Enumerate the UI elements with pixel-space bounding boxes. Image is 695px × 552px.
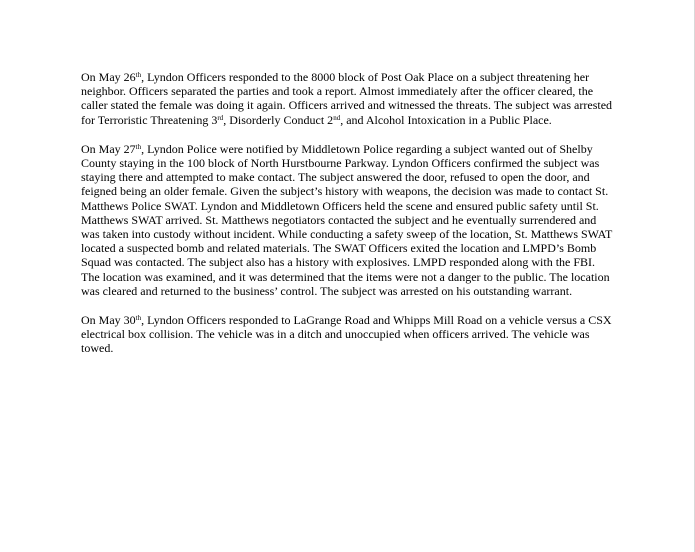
paragraph-may-30 xyxy=(81,313,616,356)
paragraph-date: On May 27 xyxy=(81,141,136,156)
paragraph-may-27 xyxy=(81,142,616,298)
document-body xyxy=(81,70,616,371)
paragraph-text: , Lyndon Police were notified by Middletown Police regarding a subject wanted out of Shelby County staying in the 100 block of North Hurstbourne Parkway. Lyndon Officers confirmed the subject was staying there and attempted to make contact. The subject answered the door, refused to open the door, and feigned being an older female. Given the subject’s history with weapons, the decision was made to contact St. Matthews Police SWAT. Lyndon and Middletown Officers held the scene and ensured public safety until St. Matthews SWAT arrived. St. Matthews negotiators contacted the subject and he eventually surrendered and was taken into custody without incident. While conducting a safety sweep of the location, St. Matthews SWAT located a suspected bomb and related materials. The SWAT Officers exited the location and LMPD’s Bomb Squad was contacted. The subject also has a history with explosives. LMPD responded along with the FBI. The location was examined, and it was determined that the items were not a danger to the public. The location was cleared and returned to the business’ control. The subject was arrested on his outstanding warrant. xyxy=(81,141,613,298)
paragraph-may-26 xyxy=(81,70,616,127)
paragraph-date: On May 26 xyxy=(81,70,136,84)
paragraph-text: , Disorderly Conduct 2 xyxy=(223,112,334,127)
ordinal-suffix: th xyxy=(135,142,142,151)
paragraph-text: , Lyndon Officers responded to LaGrange Road and Whipps Mill Road on a vehicle versus a CSX electrical box collision. The vehicle was in a ditch and unoccupied when officers arrived. The vehicle was towed. xyxy=(81,313,612,356)
ordinal-suffix: th xyxy=(135,71,142,79)
paragraph-date: On May 30 xyxy=(81,313,136,328)
ordinal-suffix: th xyxy=(135,314,142,323)
paragraph-text: , and Alcohol Intoxication in a Public Place. xyxy=(340,112,552,127)
ordinal-suffix: nd xyxy=(333,113,341,122)
ordinal-suffix: rd xyxy=(217,113,224,122)
paragraph-text: , Lyndon Officers responded to the 8000 block of Post Oak Place on a subject threatening her neighbor. Officers separated the parties and took a report. Almost immediately after the officer cleared, the caller stated the female was doing it again. Officers arrived and witnessed the threats. The subject was arrested for Terroristic Threatening 3 xyxy=(81,70,613,127)
